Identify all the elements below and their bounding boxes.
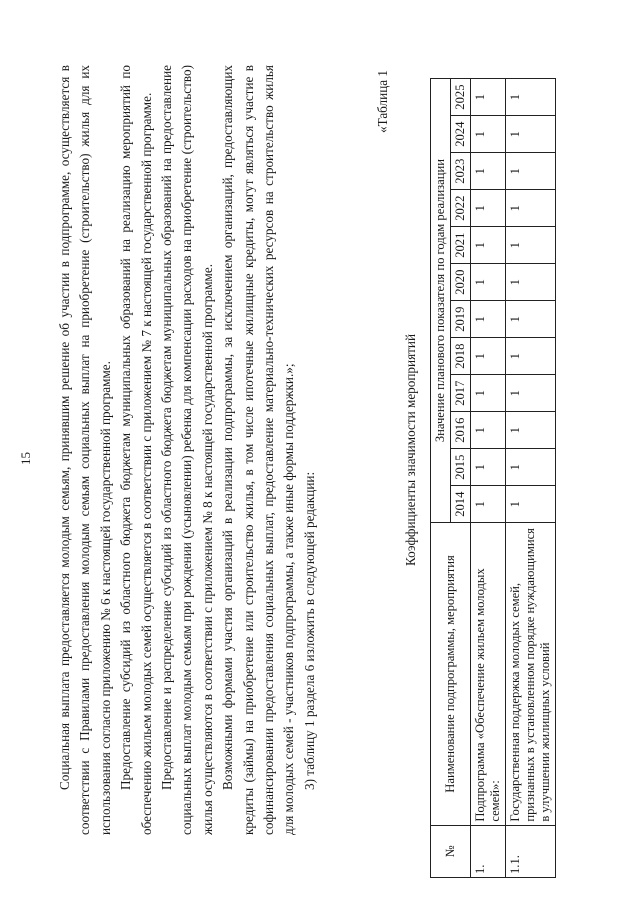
row-value: 1	[506, 153, 556, 190]
header-year: 2024	[451, 116, 471, 153]
row-value: 1	[506, 227, 556, 264]
row-value: 1	[471, 301, 506, 338]
table-row	[471, 79, 506, 878]
row-value: 1	[506, 486, 556, 523]
header-year: 2016	[451, 412, 471, 449]
paragraph-subsidies-appendix-7: Предоставление субсидий из областного бюджета бюджетам муниципальных образований на реализацию мероприятий по обеспечению жильем молодых семей осуществляется в соответствии с приложением № 7 к настоящей государственной программе.	[118, 65, 154, 835]
row-value: 1	[471, 486, 506, 523]
header-year: 2018	[451, 338, 471, 375]
header-year: 2020	[451, 264, 471, 301]
header-number: №	[431, 825, 471, 877]
paragraph-subsidies-appendix-8: Предоставление и распределение субсидий из областного бюджета бюджетам муниципальных образований на предоставление социальных выплат молодым семьям при рождении (усыновлении) ребенка для компенсации расходов на приобретение (строительство) жилья осуществляются в соответствии с приложением № 8 к настоящей государственной программе.	[159, 65, 215, 835]
row-value: 1	[506, 79, 556, 116]
row-name: Подпрограмма «Обеспечение жильем молодых семей»:	[471, 523, 506, 825]
row-value: 1	[471, 375, 506, 412]
header-year: 2019	[451, 301, 471, 338]
header-year: 2022	[451, 190, 471, 227]
row-value: 1	[471, 264, 506, 301]
row-value: 1	[506, 412, 556, 449]
table-header-row	[431, 79, 451, 878]
row-value: 1	[471, 338, 506, 375]
row-value: 1	[471, 190, 506, 227]
header-year: 2017	[451, 375, 471, 412]
row-name: Государственная поддержка молодых семей, признанных в установленном порядке нуждающимися в улучшении жилищных условий	[506, 523, 556, 825]
table-row	[506, 79, 556, 878]
row-value: 1	[506, 116, 556, 153]
paragraph-table-amendment: 3) таблицу 1 раздела 6 изложить в следующей редакции:	[301, 471, 317, 790]
row-number: 1.	[471, 825, 506, 877]
row-value: 1	[471, 449, 506, 486]
row-value: 1	[471, 227, 506, 264]
row-value: 1	[506, 301, 556, 338]
row-value: 1	[471, 153, 506, 190]
header-year: 2025	[451, 79, 471, 116]
row-number: 1.1.	[506, 825, 556, 877]
body-text	[55, 65, 320, 835]
row-value: 1	[471, 412, 506, 449]
row-value: 1	[506, 338, 556, 375]
header-year: 2023	[451, 153, 471, 190]
row-value: 1	[506, 264, 556, 301]
paragraph-social-payment: Социальная выплата предоставляется молодым семьям, принявшим решение об участии в подпрограмме, осуществляется в соответствии с Правилами предоставления молодым семьям социальных выплат на приобретение (строительство) жилья для их использования согласно приложению № 6 к настоящей государственной программе.	[57, 65, 113, 835]
header-year: 2014	[451, 486, 471, 523]
row-value: 1	[506, 190, 556, 227]
row-value: 1	[506, 449, 556, 486]
header-name: Наименование подпрограммы, мероприятия	[431, 523, 471, 825]
page-number: 15	[18, 452, 33, 465]
row-value: 1	[471, 79, 506, 116]
row-value: 1	[506, 375, 556, 412]
paragraph-participation-forms: Возможными формами участия организаций в реализации подпрограммы, за исключением организаций, предоставляющих кредиты (займы) на приобретение или строительство жилья, в том числе ипотечные жилищные кредиты, могут являться участие в софинансировании предоставления социальных выплат, предоставление материально-технических ресурсов на строительство жилья для молодых семей - участников подпрограммы, а также иные формы поддержки.»;	[220, 65, 297, 835]
table-title: Коэффициенты значимости мероприятий	[403, 333, 418, 567]
header-year: 2015	[451, 449, 471, 486]
row-value: 1	[471, 116, 506, 153]
table-label: «Таблица 1	[375, 70, 390, 133]
coefficients-table	[430, 78, 556, 878]
header-years-group: Значение планового показателя по годам реализации	[431, 79, 451, 523]
header-year: 2021	[451, 227, 471, 264]
